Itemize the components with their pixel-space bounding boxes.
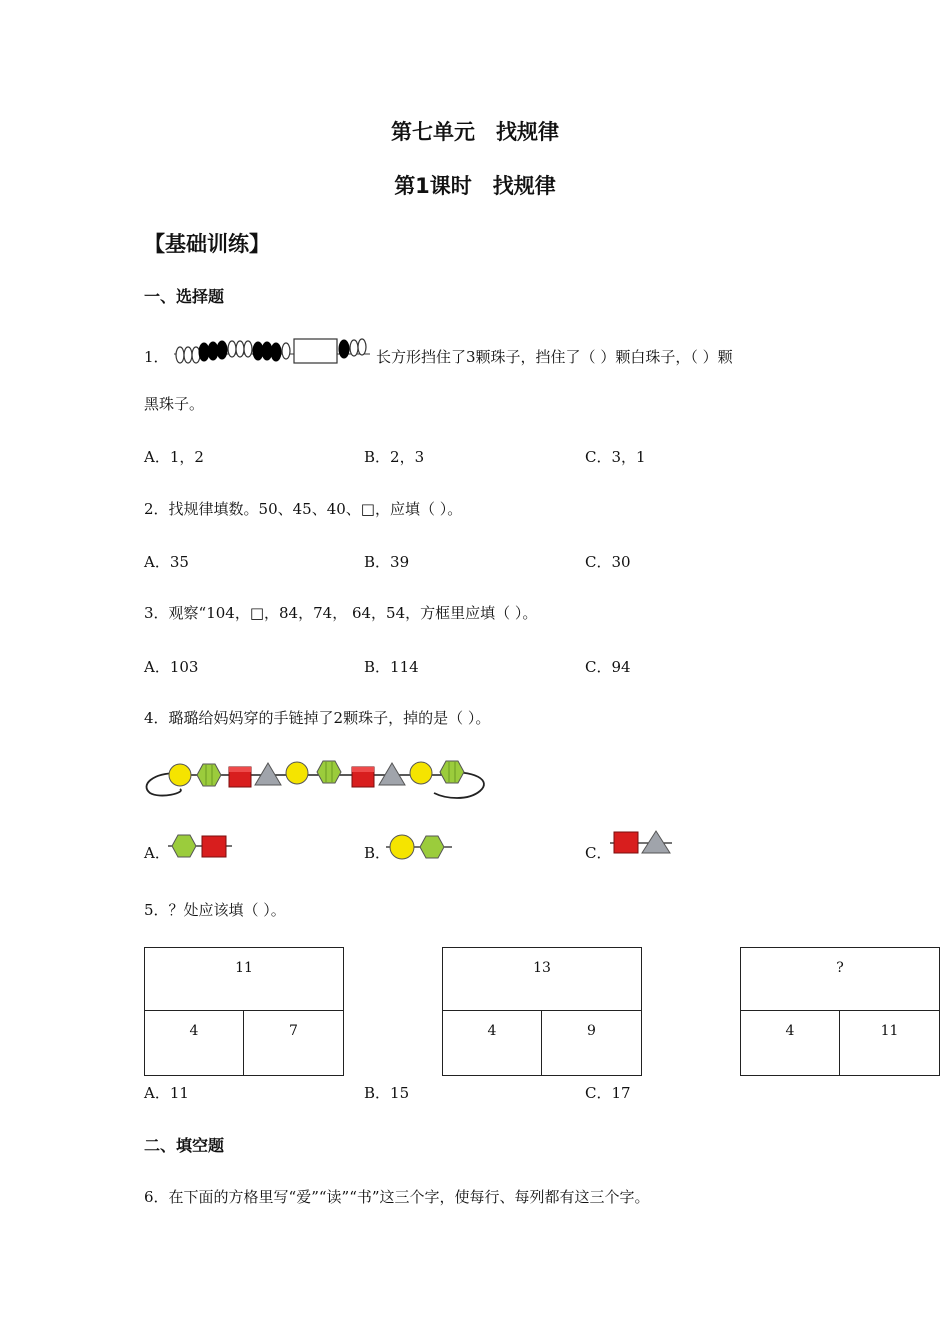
question-2-option-a[interactable]: A．35 [144, 553, 189, 571]
question-5-option-a[interactable]: A．11 [144, 1084, 189, 1102]
number-box-1 [144, 947, 344, 1076]
question-3-text: 3．观察“104，□，84，74， 64，54，方框里应填（ ）。 [144, 604, 538, 622]
question-2-option-b[interactable]: B．39 [364, 553, 410, 571]
number-box-2-right: 9 [587, 1023, 596, 1039]
question-1-option-c[interactable]: C．3，1 [585, 448, 646, 466]
number-box-3 [740, 947, 940, 1076]
number-box-1-right: 7 [289, 1023, 298, 1039]
question-3-option-b[interactable]: B．114 [364, 658, 419, 676]
page-title: 第七单元 找规律 [391, 120, 559, 144]
number-box-1-total: 11 [145, 948, 343, 1011]
question-6-text: 6．在下面的方格里写“爱”“读”“书”这三个字，使每行、每列都有这三个字。 [144, 1188, 650, 1206]
option-c-beads-icon [610, 829, 672, 857]
question-4-option-b[interactable]: B． [364, 844, 391, 862]
number-box-2 [442, 947, 642, 1076]
lesson-subtitle: 第1课时 找规律 [394, 174, 556, 198]
part-one-heading: 一、选择题 [144, 287, 225, 306]
number-box-3-total: ? [741, 948, 939, 1011]
question-3-option-c[interactable]: C．94 [585, 658, 631, 676]
question-4-option-c[interactable]: C． [585, 844, 612, 862]
part-two-heading: 二、填空题 [144, 1136, 225, 1155]
question-1-text: 长方形挡住了3颗珠子，挡住了（ ）颗白珠子，（ ）颗 [376, 348, 733, 366]
option-b-beads-icon [386, 832, 452, 862]
question-4-option-a[interactable]: A． [144, 844, 170, 862]
bead-string-image [172, 336, 372, 368]
number-box-2-left: 4 [443, 1011, 542, 1075]
question-5-option-c[interactable]: C．17 [585, 1084, 631, 1102]
number-box-3-right: 11 [880, 1023, 899, 1039]
question-1-number: 1． [144, 348, 169, 366]
question-1-option-a[interactable]: A．1，2 [144, 448, 204, 466]
number-box-2-total: 13 [443, 948, 641, 1011]
question-3-option-a[interactable]: A．103 [144, 658, 199, 676]
option-a-beads-icon [168, 832, 232, 862]
question-2-text: 2．找规律填数。50、45、40、□，应填（ ）。 [144, 500, 463, 518]
question-5-text: 5．？处应该填（ ）。 [144, 901, 286, 919]
question-2-option-c[interactable]: C．30 [585, 553, 631, 571]
number-box-1-left: 4 [145, 1011, 244, 1075]
question-4-text: 4．璐璐给妈妈穿的手链掉了2颗珠子，掉的是（ ）。 [144, 709, 491, 727]
question-5-option-b[interactable]: B．15 [364, 1084, 410, 1102]
section-basic-training: 【基础训练】 [144, 232, 270, 256]
question-1-text-continued: 黑珠子。 [144, 395, 205, 413]
bracelet-image [146, 755, 490, 805]
number-box-3-left: 4 [741, 1011, 840, 1075]
question-1-option-b[interactable]: B．2，3 [364, 448, 425, 466]
